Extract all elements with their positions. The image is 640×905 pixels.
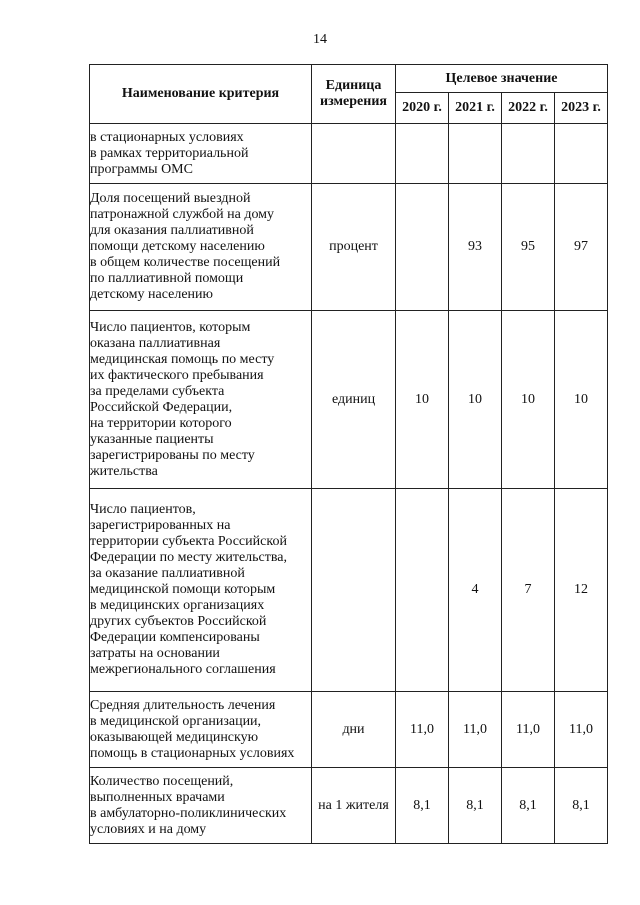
criterion-line: по паллиативной помощи bbox=[90, 271, 244, 286]
value-cell bbox=[396, 184, 449, 311]
target-header: Целевое значение bbox=[396, 65, 608, 93]
criterion-line: зарегистрированы по месту bbox=[90, 447, 255, 463]
value-cell: 93 bbox=[449, 184, 502, 311]
table-body bbox=[90, 124, 608, 844]
criterion-line: Доля посещений выездной bbox=[90, 191, 251, 206]
table-row bbox=[90, 489, 608, 692]
unit-header-line: Единица bbox=[325, 78, 382, 93]
value-cell: 8,1 bbox=[449, 768, 502, 844]
unit-header bbox=[312, 65, 396, 124]
value-cell: 10 bbox=[502, 311, 555, 489]
page-number: 14 bbox=[313, 32, 327, 47]
criterion-line: условиях и на дому bbox=[90, 821, 207, 837]
criterion-cell bbox=[90, 184, 312, 311]
table-row bbox=[90, 124, 608, 184]
criterion-line: выполненных врачами bbox=[90, 789, 225, 805]
criterion-cell bbox=[90, 692, 312, 768]
criterion-line: Число пациентов, которым bbox=[90, 319, 251, 335]
criterion-line: территории субъекта Российской bbox=[90, 534, 287, 549]
year-header: 2023 г. bbox=[555, 93, 608, 124]
year-header: 2020 г. bbox=[396, 93, 449, 124]
criterion-line: оказывающей медицинскую bbox=[90, 729, 259, 745]
table-row bbox=[90, 184, 608, 311]
value-cell: 95 bbox=[502, 184, 555, 311]
criterion-line: других субъектов Российской bbox=[90, 614, 267, 629]
value-cell: 8,1 bbox=[396, 768, 449, 844]
criterion-line: в общем количестве посещений bbox=[90, 255, 281, 270]
value-cell: 8,1 bbox=[555, 768, 608, 844]
unit-cell bbox=[312, 489, 396, 692]
value-cell: 10 bbox=[555, 311, 608, 489]
criterion-line: Российской Федерации, bbox=[90, 399, 233, 415]
value-cell bbox=[396, 489, 449, 692]
criterion-line: зарегистрированных на bbox=[90, 518, 231, 533]
criterion-line: Количество посещений, bbox=[90, 773, 234, 789]
value-cell: 12 bbox=[555, 489, 608, 692]
unit-cell bbox=[312, 124, 396, 184]
year-header: 2022 г. bbox=[502, 93, 555, 124]
criterion-line: в амбулаторно-поликлинических bbox=[90, 805, 287, 821]
value-cell: 4 bbox=[449, 489, 502, 692]
criteria-table bbox=[89, 64, 608, 844]
value-cell: 10 bbox=[449, 311, 502, 489]
criterion-line: за пределами субъекта bbox=[90, 383, 225, 399]
value-cell bbox=[555, 124, 608, 184]
criterion-cell bbox=[90, 489, 312, 692]
criterion-line: Федерации по месту жительства, bbox=[90, 550, 288, 565]
criterion-line: для оказания паллиативной bbox=[90, 223, 254, 238]
criterion-line: на территории которого bbox=[90, 415, 232, 431]
table-row bbox=[90, 768, 608, 844]
criterion-line: оказана паллиативная bbox=[90, 335, 221, 351]
criterion-line: помощь в стационарных условиях bbox=[90, 745, 295, 761]
value-cell bbox=[502, 124, 555, 184]
criterion-line: их фактического пребывания bbox=[90, 367, 264, 383]
criterion-line: за оказание паллиативной bbox=[90, 566, 245, 581]
value-cell: 11,0 bbox=[502, 692, 555, 768]
criterion-line: в рамках территориальной bbox=[90, 145, 249, 161]
criterion-line: патронажной службой на дому bbox=[90, 207, 275, 222]
value-cell: 8,1 bbox=[502, 768, 555, 844]
criterion-line: Федерации компенсированы bbox=[90, 630, 260, 645]
value-cell bbox=[396, 124, 449, 184]
criterion-line: в стационарных условиях bbox=[90, 129, 244, 145]
criterion-line: в медицинской организации, bbox=[90, 713, 262, 729]
value-cell: 11,0 bbox=[449, 692, 502, 768]
value-cell: 10 bbox=[396, 311, 449, 489]
criterion-line: Средняя длительность лечения bbox=[90, 697, 276, 713]
value-cell bbox=[449, 124, 502, 184]
table-row bbox=[90, 311, 608, 489]
criterion-line: помощи детскому населению bbox=[90, 239, 265, 254]
criterion-cell bbox=[90, 124, 312, 184]
criterion-cell bbox=[90, 768, 312, 844]
unit-header-line: измерения bbox=[320, 94, 387, 109]
value-cell: 11,0 bbox=[555, 692, 608, 768]
criterion-line: указанные пациенты bbox=[90, 431, 214, 447]
criterion-cell bbox=[90, 311, 312, 489]
criterion-line: затраты на основании bbox=[90, 646, 220, 661]
criterion-header: Наименование критерия bbox=[90, 65, 312, 124]
criterion-line: жительства bbox=[90, 463, 158, 479]
criterion-line: программы ОМС bbox=[90, 161, 193, 177]
value-cell: 97 bbox=[555, 184, 608, 311]
table-row bbox=[90, 692, 608, 768]
criterion-line: в медицинских организациях bbox=[90, 598, 265, 613]
criterion-line: межрегионального соглашения bbox=[90, 662, 276, 677]
unit-cell: на 1 жителя bbox=[312, 768, 396, 844]
criterion-line: медицинская помощь по месту bbox=[90, 351, 275, 367]
unit-cell: дни bbox=[312, 692, 396, 768]
unit-cell: единиц bbox=[312, 311, 396, 489]
year-header: 2021 г. bbox=[449, 93, 502, 124]
value-cell: 7 bbox=[502, 489, 555, 692]
criterion-line: детскому населению bbox=[90, 287, 213, 302]
criterion-line: медицинской помощи которым bbox=[90, 582, 276, 597]
criterion-line: Число пациентов, bbox=[90, 502, 196, 517]
value-cell: 11,0 bbox=[396, 692, 449, 768]
unit-cell: процент bbox=[312, 184, 396, 311]
